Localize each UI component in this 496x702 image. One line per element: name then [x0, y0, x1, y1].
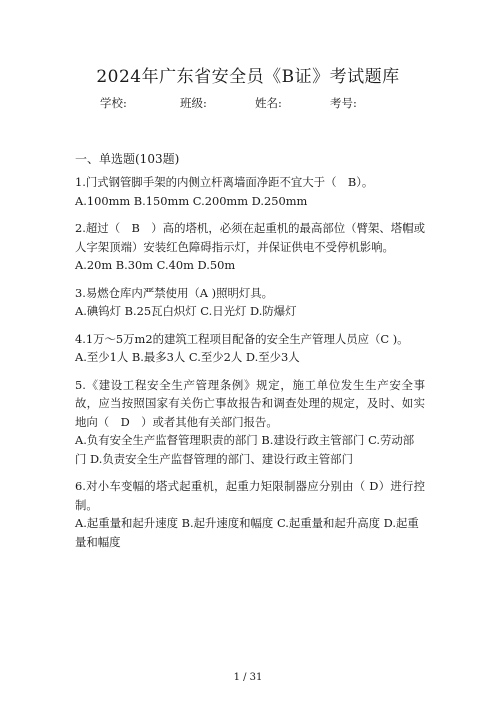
- question-stem: 6.对小车变幅的塔式起重机，起重力矩限制器应分别由（ D）进行控制。: [75, 479, 425, 512]
- question-item: [75, 376, 425, 469]
- question-options: A.碘钨灯 B.25瓦白炽灯 C.日光灯 D.防爆灯: [75, 304, 297, 318]
- question-stem: 4.1万～5万m2的建筑工程项目配备的安全生产管理人员应（C )。: [75, 331, 409, 346]
- question-stem: 1.门式钢管脚手架的内侧立杆离墙面净距不宜大于（ B）。: [75, 175, 374, 189]
- school-label: 学校:: [100, 96, 127, 110]
- question-item: [75, 477, 425, 551]
- question-options: A.负有安全生产监督管理职责的部门 B.建设行政主管部门 C.劳动部门 D.负责安全生产监督管理的部门、建设行政主管部门: [75, 433, 415, 466]
- question-stem: 3.易燃仓库内严禁使用（A )照明灯具。: [75, 285, 274, 300]
- question-stem: 5.《建设工程安全生产管理条例》规定，施工单位发生生产安全事故，应当按照国家有关伤亡事故报告和调查处理的规定，及时、如实地向（ D ）或者其他有关部门报告。: [75, 377, 425, 429]
- question-options: A.起重量和起升速度 B.起升速度和幅度 C.起重量和起升高度 D.起重量和幅度: [75, 516, 419, 549]
- number-label: 考号:: [330, 96, 357, 110]
- question-stem: 2.超过（ B ）高的塔机，必须在起重机的最高部位（臂架、塔帽或人字架顶端）安装红色障碍指示灯，并保证供电不受停机影响。: [75, 221, 425, 254]
- question-item: [75, 219, 425, 275]
- question-options: A.20m B.30m C.40m D.50m: [75, 258, 236, 272]
- name-label: 姓名:: [255, 96, 282, 110]
- question-list: [75, 173, 425, 560]
- class-label: 班级:: [180, 96, 207, 110]
- question-options: A.100mm B.150mm C.200mm D.250mm: [75, 193, 308, 208]
- section-heading: 一、单选题(103题): [75, 152, 180, 166]
- question-item: [75, 330, 425, 367]
- page-number: 1 / 31: [233, 672, 263, 683]
- question-item: [75, 173, 425, 210]
- question-item: [75, 284, 425, 321]
- page-title: 2024年广东省安全员《B证》考试题库: [96, 67, 400, 87]
- question-options: A.至少1人 B.最多3人 C.至少2人 D.至少3人: [75, 350, 300, 364]
